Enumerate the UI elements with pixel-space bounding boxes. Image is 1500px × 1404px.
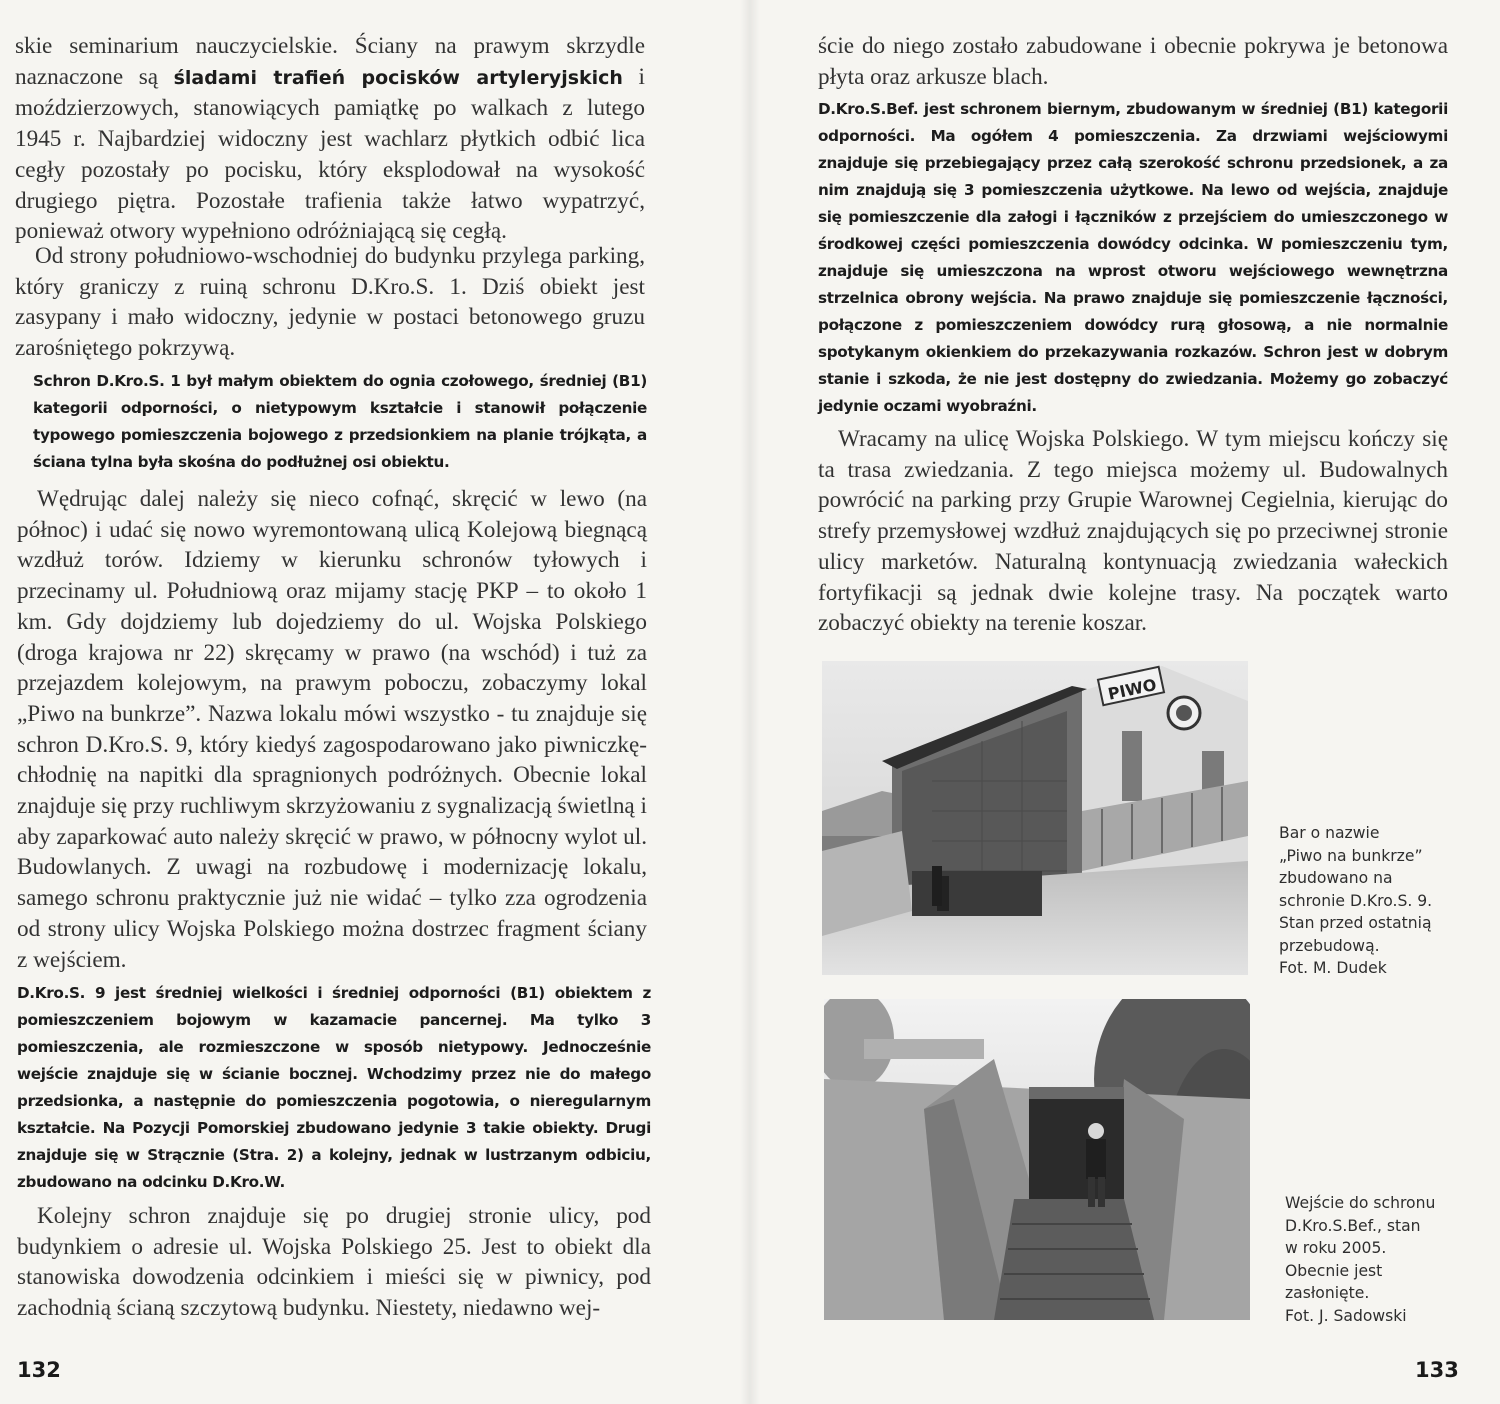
info-box-dkros9: D.Kro.S. 9 jest średniej wielkości i średniej odporności (B1) obiektem z pomieszczeniem bojowym w kazamacie pancernej. Ma tylko 3 pomieszczenia, ale rozmieszczone w sposób nietypowy. Jednocześnie wejście znajduje się w ścianie bocznej. Wchodzimy przez nie do małego przedsionka, a następnie do pomieszczenia pogotowia, o nieregularnym kształcie. Na Pozycji Pomorskiej zbudowano jedynie 3 takie obiekty. Drugi znajduje się w Strącznie (Stra. 2) a kolejny, jednak w lustrzanym odbiciu, zbudowano na odcinku D.Kro.W. [17,984,651,1191]
caption-2-line: zasłonięte. [1285,1284,1370,1302]
caption-1-line: schronie D.Kro.S. 9. [1279,891,1433,910]
caption-2-line: D.Kro.S.Bef., stan [1285,1216,1421,1235]
right-page [750,0,1500,1404]
photo-bunker-entrance [824,999,1250,1320]
photo-sign-text: PIWO [1106,674,1159,704]
page-number-right: 133 [1415,1358,1459,1382]
caption-photo-1 [1279,822,1479,980]
info-box-dkros1: Schron D.Kro.S. 1 był małym obiektem do ognia czołowego, średniej (B1) kategorii odporności, o nietypowym kształcie i stanowił połączenie typowego pomieszczenia bojowego z przedsionkiem na planie trójkąta, a ściana tylna była skośna do podłużnej osi obiektu. [33,372,647,471]
caption-2-line: Wejście do schronu [1285,1194,1436,1212]
photo-piwo-illustration [822,661,1248,975]
left-paragraph-1-after: i moździerzowych, stanowiących pamiątkę po walkach z lutego 1945 r. Najbardziej widoczny jest wachlarz płytkich odbić lica cegły pozostały po pocisku, który eksplodował na wysokość drugiego piętra. Pozostałe trafienia także łatwo wypatrzyć, ponieważ otwory wypełniono odróżniającą się cegłą. [15,63,645,245]
caption-2-line: w roku 2005. [1285,1239,1387,1257]
highlight-artillery-hits: śladami trafień pocisków artyleryjskich [173,66,623,89]
caption-2-line: Obecnie jest [1285,1261,1383,1280]
info-box-dkrosbef: D.Kro.S.Bef. jest schronem biernym, zbudowanym w średniej (B1) kategorii odporności. Ma ogółem 4 pomieszczenia. Za drzwiami wejściowymi znajduje się przebiegający przez całą szerokość schronu przedsionek, a za nim znajdują się 3 pomieszczenia użytkowe. Na lewo od wejścia, znajduje się pomieszczenie dla załogi i łączników z przejściem do umieszczonego w środkowej części pomieszczenia dowódcy odcinka. W pomieszczeniu tym, znajduje się umieszczona na wprost otworu wejściowego wewnętrzna strzelnica obrony wejścia. Na prawo znajduje się pomieszczenie łączności, połączone z pomieszczeniem dowódcy rurą głosową, a nie normalnie spotykanym okienkiem do przekazywania rozkazów. Schron jest w dobrym stanie i szkoda, że nie jest dostępny do zwiedzania. Możemy go zobaczyć jedynie oczami wyobraźni. [818,100,1448,415]
caption-photo-2 [1285,1192,1485,1327]
left-paragraph-3: Wędrując dalej należy się nieco cofnąć, skręcić w lewo (na północ) i udać się nowo wyremontowaną ulicą Kolejową biegnącą wzdłuż torów. Idziemy w kierunku schronów tyłowych i przecinamy ul. Południową oraz mijamy stację PKP – to około 1 km. Gdy dojdziemy lub dojedziemy do ul. Wojska Polskiego (droga krajowa nr 22) skręcamy w prawo (na wschód) i tuż za przejazdem kolejowym, na prawym poboczu, zobaczymy lokal „Piwo na bunkrze”. Nazwa lokalu mówi wszystko - tu znajduje się schron D.Kro.S. 9, który kiedyś zagospodarowano jako piwniczkę-chłodnię na napitki dla spragnionych podróżnych. Obecnie lokal znajduje się przy ruchliwym skrzyżowaniu z sygnalizacją świetlną i aby zaparkować auto należy skręcić w prawo, w północny wylot ul. Budowlanych. Z uwagi na rozbudowę i modernizację lokalu, samego schronu praktycznie już nie widać – tylko zza ogrodzenia od strony ulicy Wojska Polskiego można dostrzec fragment ściany z wejściem. [17,486,647,973]
caption-2-line: Fot. J. Sadowski [1285,1306,1407,1325]
left-paragraph-1 [15,31,645,247]
caption-1-line: Stan przed ostatnią [1279,914,1432,932]
right-paragraph-2: Wracamy na ulicę Wojska Polskiego. W tym miejscu kończy się ta trasa zwiedzania. Z tego miejsca możemy ul. Budowalnych powrócić na parking przy Grupie Warownej Cegielnia, kierując do strefy przemysłowej wzdłuż znajdujących się po przeciwnej stronie ulicy marketów. Naturalną kontynuacją zwiedzania wałeckich fortyfikacji są jednak dwie kolejne trasy. Na początek warto zobaczyć obiekty na terenie koszar. [818,426,1448,637]
caption-1-line: „Piwo na bunkrze” [1279,846,1423,865]
photo-piwo-na-bunkrze [822,661,1248,975]
left-paragraph-1-before: skie seminarium nauczycielskie. Ściany na prawym skrzydle naznaczone są [15,33,645,90]
caption-1-line: zbudowano na [1279,869,1393,887]
caption-1-line: przebudową. [1279,936,1380,955]
caption-1-line: Bar o nazwie [1279,824,1380,842]
caption-1-line: Fot. M. Dudek [1279,959,1387,977]
right-paragraph-1: ście do niego zostało zabudowane i obecnie pokrywa je betonowa płyta oraz arkusze blach. [818,33,1448,90]
photo-entrance-illustration [824,999,1250,1320]
left-paragraph-4: Kolejny schron znajduje się po drugiej stronie ulicy, pod budynkiem o adresie ul. Wojska Polskiego 25. Jest to obiekt dla stanowiska dowodzenia odcinkiem i mieści się w piwnicy, pod zachodnią ścianą szczytową budynku. Niestety, niedawno wej- [17,1203,651,1322]
left-paragraph-2: Od strony południowo-wschodniej do budynku przylega parking, który graniczy z ruiną schronu D.Kro.S. 1. Dziś obiekt jest zasypany i mało widoczny, jedynie w postaci betonowego gruzu zarośniętego pokrzywą. [15,243,645,362]
page-number-left: 132 [17,1358,61,1382]
